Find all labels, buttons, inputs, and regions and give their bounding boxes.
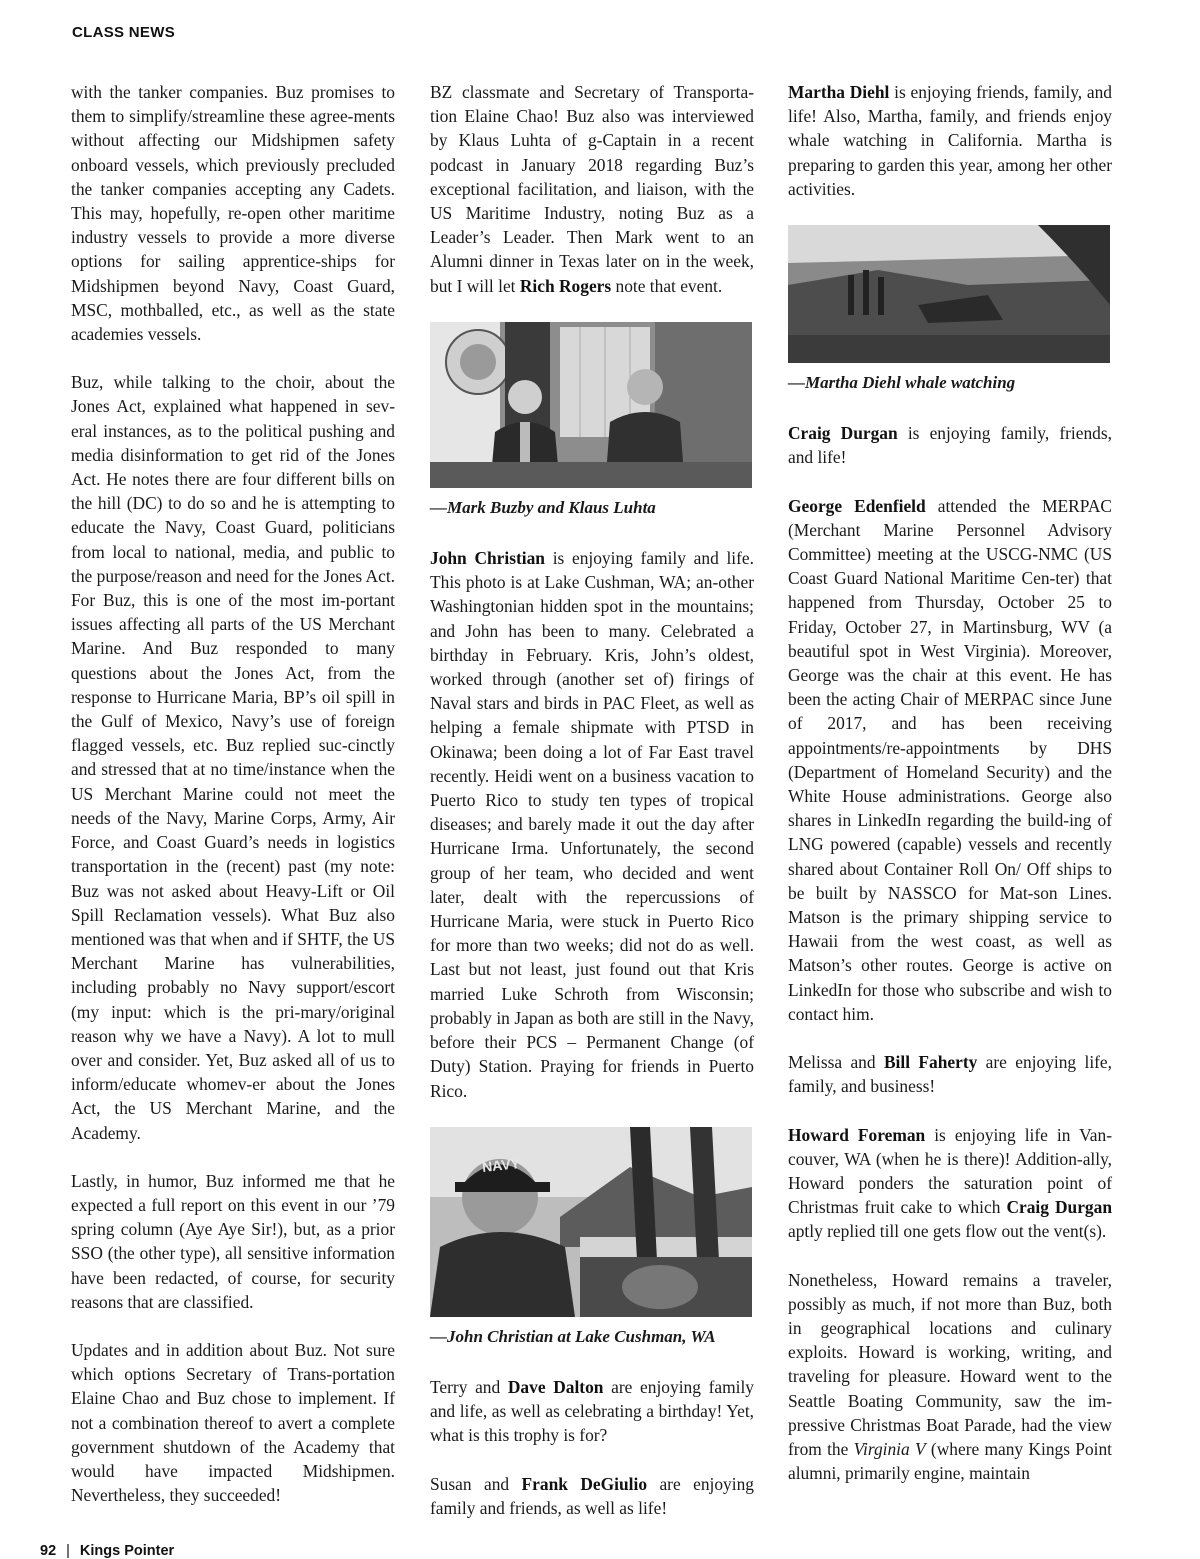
paragraph-text: are enjoying family and life, as well as celebrating a birthday! Yet, what is this trophy is for? <box>430 1376 754 1446</box>
paragraph-text: Nonetheless, Howard remains a traveler, possibly as much, if not more than Buz, both in geographical locations and culinary exploits. Howard is working, writing, and traveling for pleasure. Howard went to the Seattle Boating Community, saw the im-pressive Christmas Boat Parade, had the view from the <box>788 1269 1112 1459</box>
vessel-name: Virginia V <box>853 1438 926 1459</box>
paragraph <box>788 80 1112 201</box>
paragraph <box>788 1123 1112 1244</box>
photo-buzby-luhta-image <box>430 322 752 488</box>
paragraph <box>430 1472 754 1520</box>
paragraph-text: attended the MERPAC (Merchant Marine Personnel Advisory Committee) meeting at the USCG-NMC (US Coast Guard National Maritime Cen-ter) that happened from Thursday, October 25 to Friday, October 27, in Martinsburg, WV (a beautiful spot in West Virginia). Moreover, George was the chair at this event. He has been the acting Chair of MERPAC since June of 2017, and has been receiving appointments/re-appointments by DHS (Department of Homeland Security) and the White House administrations. George also shares in LinkedIn regarding the build-ing of LNG powered (capable) vessels and recently shared about Container Roll On/ Off ships to be built by NASSCO for Mat-son Lines. Matson is the primary shipping service to Hawaii from the west coast, as well as Matson’s other routes. George is active on LinkedIn for those who subscribe and wish to contact him. <box>788 495 1112 1024</box>
paragraph-text: is enjoying family and life. This photo is at Lake Cushman, WA; an-other Washingtonian hidden spot in the mountains; and John has been to many. Celebrated a birthday in February. Kris, John’s oldest, worked through (another set of) firings of Naval stars and birds in PAC Fleet, as well as helping a female shipmate with PTSD in Okinawa; been doing a lot of Far East travel recently. Heidi went on a business vacation to Puerto Rico to study ten types of tropical diseases; and barely made it out the day after Hurricane Irma. Unfortunately, the second group of her team, who decided and went later, dealt with the repercussions of Hurricane Maria, were stuck in Puerto Rico for more than two weeks; did not do as well. Last but not least, just found out that Kris married Luke Schroth from Wisconsin; probably in Japan as both are still in the Navy, before their PCS – Permanent Change (of Duty) Station. Praying for friends in Puerto Rico. <box>430 548 754 1101</box>
classmate-name: Frank DeGiulio <box>521 1473 648 1494</box>
photo-caption: —John Christian at Lake Cushman, WA <box>430 1326 716 1346</box>
paragraph <box>788 1268 1112 1486</box>
photo-john-christian <box>430 1127 752 1317</box>
paragraph <box>430 80 754 298</box>
photo-buzby-luhta <box>430 322 752 488</box>
paragraph-text: aptly replied till one gets flow out the vent(s). <box>788 1221 1107 1242</box>
column-1 <box>71 80 395 1531</box>
paragraph <box>788 1050 1112 1098</box>
photo-martha-diehl-image <box>788 225 1110 363</box>
classmate-name: Craig Durgan <box>1006 1197 1112 1218</box>
paragraph-text: BZ classmate and Secretary of Transporta-tion Elaine Chao! Buz also was interviewed by Klaus Luhta of g-Captain in a recent podcast in January 2018 regarding Buz’s exceptional facilitation, and liaison, with the US Maritime Industry, noting Buz as a Leader’s Leader. Then Mark went to an Alumni dinner in Texas later on in the week, but I will let <box>430 82 754 296</box>
paragraph-text: (where many Kings Point alumni, primarily engine, maintain <box>788 1438 1113 1484</box>
section-header: CLASS NEWS <box>72 24 176 41</box>
paragraph-text: is enjoying friends, family, and life! Also, Martha, family, and friends enjoy whale watching in California. Martha is preparing to garden this year, among her other activities. <box>788 82 1113 199</box>
classmate-name: John Christian <box>430 548 545 569</box>
photo-john-christian-image <box>430 1127 752 1317</box>
paragraph: Lastly, in humor, Buz informed me that he expected a full report on this event in our ’79 spring column (Aye Aye Sir!), but, as a prior SSO (the other type), all sensitive information have been redacted, of course, for security reasons that are classified. <box>71 1170 395 1312</box>
classmate-name: Bill Faherty <box>883 1052 978 1073</box>
paragraph-text: note that event. <box>611 275 723 296</box>
column-2 <box>430 80 754 1544</box>
paragraph <box>430 1375 754 1448</box>
paragraph: Updates and in addition about Buz. Not sure which options Secretary of Trans-portation Elaine Chao and Buz chose to implement. If not a combination thereof to avert a complete government shutdown of the Academy that would have impacted Midshipmen. Nevertheless, they succeeded! <box>71 1339 395 1506</box>
classmate-name: George Edenfield <box>788 495 926 516</box>
paragraph-text: Melissa and <box>788 1052 884 1073</box>
paragraph <box>788 494 1112 1026</box>
cap-lettering: NAVY <box>481 1154 521 1175</box>
paragraph-text: Terry and <box>430 1376 508 1397</box>
page-footer <box>40 1543 174 1559</box>
magazine-title: Kings Pointer <box>79 1543 175 1559</box>
footer-separator: | <box>66 1543 70 1559</box>
paragraph-text: is enjoying family, friends, and life! <box>788 423 1112 468</box>
classmate-name: Martha Diehl <box>788 82 890 102</box>
photo-caption: —Martha Diehl whale watching <box>788 373 1016 393</box>
paragraph <box>788 421 1112 469</box>
column-3 <box>788 80 1112 1509</box>
classmate-name: Craig Durgan <box>788 423 898 444</box>
paragraph: Buz, while talking to the choir, about the Jones Act, explained what happened in sev-eral instances, as to the political pushing and media disinformation to get rid of the Jones Act. He notes there are four different bills on the hill (DC) to do so and he is attempting to educate the Navy, Coast Guard, politicians from local to national, media, and public to the purpose/reason and need for the Jones Act. For Buz, this is one of the most im-portant issues affecting all parts of the US Merchant Marine. And Buz responded to many questions about the Jones Act, from the response to Hurricane Maria, BP’s oil spill in the Gulf of Mexico, Navy’s use of foreign flagged vessels, etc. Buz replied suc-cinctly and stressed that at no time/instance when the US Merchant Marine could not meet the needs of the Navy, Marine Corps, Army, Air Force, and Coast Guard’s needs in logistics transportation in the (recent) past (my note: Buz was not asked about Heavy-Lift or Oil Spill Reclamation vessels). What Buz also mentioned was that when and if SHTF, the US Merchant Marine has vulnerabilities, including probably no Navy support/escort (my input: which is the pri-mary/original reason why we have a Navy). A lot to mull over and consider. Yet, Buz asked all of us to inform/educate whomev-er about the Jones Act, the US Merchant Marine, and the Academy. <box>71 372 395 1143</box>
photo-caption: —Mark Buzby and Klaus Luhta <box>430 497 656 517</box>
classmate-name: Rich Rogers <box>519 275 612 296</box>
page-number: 92 <box>40 1543 57 1559</box>
paragraph <box>430 546 754 1103</box>
paragraph-text: are enjoying life, family, and business! <box>788 1052 1113 1097</box>
paragraph-text: Susan and <box>430 1473 522 1494</box>
photo-martha-diehl <box>788 225 1110 363</box>
classmate-name: Howard Foreman <box>788 1124 926 1145</box>
classmate-name: Dave Dalton <box>507 1376 604 1397</box>
paragraph: with the tanker companies. Buz promises to them to simplify/streamline these agree-ments without affecting our Midshipmen safety onboard vessels, which previously precluded the tanker companies accepting any Cadets. This may, hopefully, re-open other maritime industry vessels to provide a more diverse options for sailing apprentice-ships for Midshipmen beyond Navy, Coast Guard, MSC, mothballed, etc., as well as the state academies vessels. <box>71 82 395 345</box>
paragraph-text: are enjoying family and friends, as well as life! <box>430 1473 754 1518</box>
paragraph-text: is enjoying life in Van-couver, WA (when he is there)! Addition-ally, Howard ponders the saturation point of Christmas fruit cake to which <box>788 1124 1112 1218</box>
